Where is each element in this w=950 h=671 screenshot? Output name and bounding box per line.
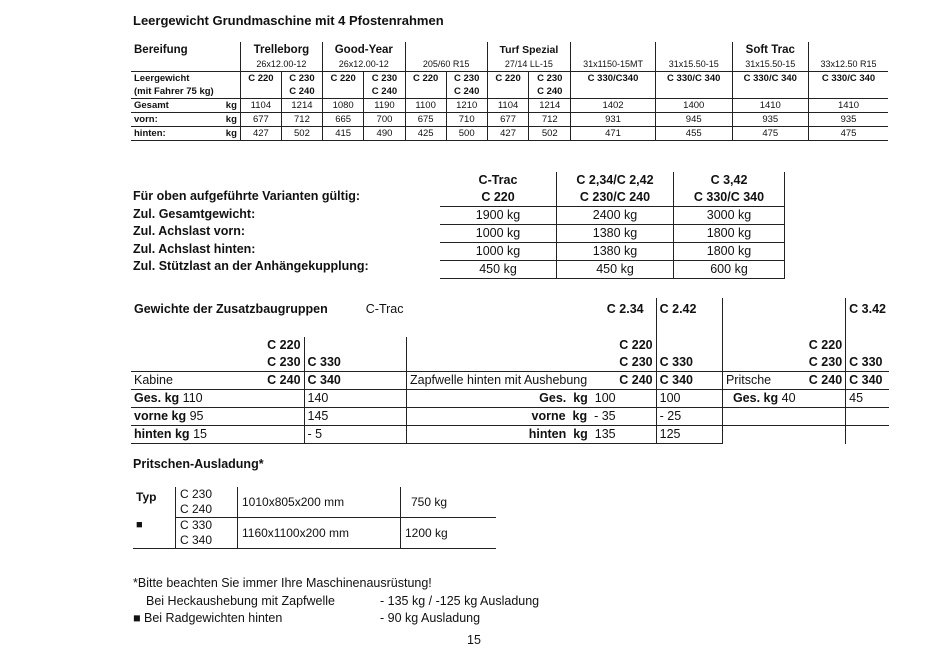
permitted-loads-table <box>440 172 785 279</box>
brand-goodyear: Good-Year <box>322 42 405 58</box>
model-cell: C 240 <box>364 85 405 99</box>
value-cell: 450 kg <box>440 261 557 279</box>
model-cell: C 240 <box>446 85 487 99</box>
value-cell: 1800 kg <box>674 243 785 261</box>
model-label: C 230 <box>131 354 304 372</box>
kg-label: kg <box>171 409 187 423</box>
empty-weight-table <box>131 42 888 141</box>
model-cell: C 240 <box>529 85 571 99</box>
value-cell: 502 <box>529 127 571 141</box>
pritsche-label: Pritsche <box>725 373 772 387</box>
value-cell: 455 <box>655 127 732 141</box>
table-row <box>131 390 889 408</box>
value-cell: 1800 kg <box>674 225 785 243</box>
model-cell: C 230 <box>446 72 487 86</box>
model-cell: C 330/C 340 <box>655 72 732 86</box>
square-marker-icon: ■ <box>133 518 176 549</box>
model-label: C 340 <box>656 372 722 390</box>
table-row <box>440 261 785 279</box>
footnote-value: - 135 kg / -125 kg Ausladung <box>380 594 540 608</box>
value-cell: 1410 <box>809 99 888 113</box>
kg-label: kg <box>573 391 588 405</box>
kg-label: kg <box>573 427 588 441</box>
value-cell: 2400 kg <box>557 207 674 225</box>
table-row <box>440 207 785 225</box>
tire-size: 31x15.50-15 <box>655 58 732 72</box>
value-cell: 1380 kg <box>557 225 674 243</box>
value-cell: 712 <box>281 113 322 127</box>
attachment-weights-table <box>131 298 889 444</box>
kg-label: kg <box>763 391 779 405</box>
ges-label: Ges. <box>539 391 567 405</box>
value-cell: 750 kg <box>401 487 497 518</box>
tire-size: 26x12.00-12 <box>322 58 405 72</box>
value-cell: - 5 <box>304 426 406 444</box>
ges-label: Ges. <box>134 391 162 405</box>
unit-label: kg <box>225 128 237 139</box>
value-cell: 945 <box>655 113 732 127</box>
leergewicht-label: Leergewicht <box>134 73 190 84</box>
footnote-line: ■ Bei Radgewichten hinten <box>133 611 283 625</box>
col-head: C 3,42 <box>674 172 785 189</box>
value-cell: 475 <box>809 127 888 141</box>
ges-label: Ges. <box>732 391 761 405</box>
value-cell: 675 <box>405 113 446 127</box>
section-title: Gewichte der Zusatzbaugruppen <box>134 301 328 316</box>
value-cell: 710 <box>446 113 487 127</box>
value-cell: 100 <box>656 390 722 408</box>
value-cell: 1900 kg <box>440 207 557 225</box>
model-label: C 340 <box>304 372 406 390</box>
value-cell: 500 <box>446 127 487 141</box>
value-cell: 125 <box>656 426 722 444</box>
pritschen-title: Pritschen-Ausladung* <box>133 457 264 471</box>
page-number: 15 <box>467 633 481 647</box>
ctrac-label: C-Trac <box>365 301 404 316</box>
value-cell: 1380 kg <box>557 243 674 261</box>
page-title: Leergewicht Grundmaschine mit 4 Pfostenrahmen <box>133 13 444 28</box>
unit-label: kg <box>225 100 237 111</box>
value-cell: 450 kg <box>557 261 674 279</box>
footnote-value: - 90 kg Ausladung <box>380 611 481 625</box>
value-cell: 425 <box>405 127 446 141</box>
table-row <box>440 243 785 261</box>
hinten-label: hinten <box>528 427 567 441</box>
total-weight-label: Zul. Gesamtgewicht: <box>133 206 256 221</box>
pritschen-table <box>133 487 496 549</box>
row-label: vorn: <box>134 114 158 125</box>
dimension-cell: 1160x1100x200 mm <box>238 518 401 549</box>
table-row <box>131 99 888 113</box>
model-cell: C 230 <box>364 72 405 86</box>
col-head: C 330/C 340 <box>674 189 785 207</box>
brand-soft: Soft Trac <box>732 42 809 58</box>
value-cell: - 35 <box>594 409 616 423</box>
kg-label: kg <box>174 427 190 441</box>
vorne-label: vorne <box>531 409 566 423</box>
value-cell: 140 <box>304 390 406 408</box>
model-label: C 240 <box>619 373 653 387</box>
tire-size: 205/60 R15 <box>405 58 487 72</box>
model-label: C 220 <box>722 337 845 354</box>
value-cell: 15 <box>193 427 207 441</box>
vorne-label: vorne <box>134 409 169 423</box>
rear-axle-label: Zul. Achslast hinten: <box>133 241 256 256</box>
value-cell: 1104 <box>487 99 529 113</box>
model-label: C 230 <box>407 354 657 372</box>
hitch-load-label: Zul. Stützlast an der Anhängekupplung: <box>133 259 369 273</box>
table-row <box>131 408 889 426</box>
value-cell: 1104 <box>240 99 281 113</box>
c234-label: C 2.34 <box>606 301 644 316</box>
value-cell: 471 <box>571 127 656 141</box>
value-cell: 1100 <box>405 99 446 113</box>
table-row <box>440 225 785 243</box>
model-label: C 230 <box>180 487 213 501</box>
row-label: Gesamt <box>134 100 169 111</box>
value-cell: 665 <box>322 113 363 127</box>
model-label: C 240 <box>180 502 213 516</box>
tire-size: 33x12.50 R15 <box>809 58 888 72</box>
value-cell: 475 <box>732 127 809 141</box>
model-label: C 240 <box>267 373 301 387</box>
model-label: C 220 <box>407 337 657 354</box>
value-cell: 712 <box>529 113 571 127</box>
value-cell: 1402 <box>571 99 656 113</box>
kg-label: kg <box>572 409 588 423</box>
row-label: hinten: <box>134 128 166 139</box>
value-cell: 1410 <box>732 99 809 113</box>
value-cell: 45 <box>846 390 889 408</box>
value-cell: 677 <box>487 113 529 127</box>
table-row <box>131 113 888 127</box>
value-cell: 502 <box>281 127 322 141</box>
tire-size: 27/14 LL-15 <box>487 58 570 72</box>
tire-size: 31x1150-15MT <box>571 58 656 72</box>
value-cell: 1214 <box>529 99 571 113</box>
model-label: C 240 <box>808 373 843 387</box>
value-cell: 935 <box>732 113 809 127</box>
model-label: C 220 <box>267 338 301 352</box>
permitted-loads-labels <box>133 188 369 276</box>
tire-size: 31x15.50-15 <box>732 58 809 72</box>
leergewicht-sublabel: (mit Fahrer 75 kg) <box>131 85 240 99</box>
value-cell: 677 <box>240 113 281 127</box>
col-head: C 2,34/C 2,42 <box>557 172 674 189</box>
model-cell: C 220 <box>322 72 363 86</box>
model-label: C 340 <box>180 533 213 547</box>
value-cell: 427 <box>240 127 281 141</box>
table-row <box>131 426 889 444</box>
value-cell: 700 <box>364 113 405 127</box>
value-cell: 40 <box>781 391 796 405</box>
model-cell: C 330/C340 <box>571 72 656 86</box>
value-cell: 931 <box>571 113 656 127</box>
model-cell: C 330/C 340 <box>732 72 809 86</box>
model-cell: C 220 <box>405 72 446 86</box>
model-label: C 330 <box>180 518 213 532</box>
table-row <box>131 127 888 141</box>
typ-label: Typ <box>136 490 157 504</box>
value-cell: 427 <box>487 127 529 141</box>
brand-turf: Turf Spezial <box>487 42 570 58</box>
unit-label: kg <box>225 114 237 125</box>
bereifung-label: Bereifung <box>134 43 188 56</box>
model-cell: C 220 <box>487 72 529 86</box>
kg-label: kg <box>164 391 180 405</box>
model-label: C 330 <box>846 354 889 372</box>
value-cell: 145 <box>304 408 406 426</box>
model-label: C 230 <box>722 354 845 372</box>
value-cell: 1210 <box>446 99 487 113</box>
value-cell: 1190 <box>364 99 405 113</box>
value-cell: 1000 kg <box>440 243 557 261</box>
value-cell: 490 <box>364 127 405 141</box>
value-cell: 600 kg <box>674 261 785 279</box>
value-cell: 110 <box>182 391 203 405</box>
kabine-label: Kabine <box>134 373 173 387</box>
brand-trelleborg: Trelleborg <box>240 42 322 58</box>
model-label: C 330 <box>656 354 722 372</box>
col-head: C 230/C 240 <box>557 189 674 207</box>
model-cell: C 240 <box>281 85 322 99</box>
model-label: C 330 <box>304 354 406 372</box>
value-cell: 1400 <box>655 99 732 113</box>
value-cell: 1200 kg <box>401 518 497 549</box>
value-cell: 3000 kg <box>674 207 785 225</box>
front-axle-label: Zul. Achslast vorn: <box>133 224 246 238</box>
value-cell: 95 <box>189 409 204 423</box>
model-cell: C 330/C 340 <box>809 72 888 86</box>
footnote-line: Bei Heckaushebung mit Zapfwelle <box>146 594 335 608</box>
hinten-label: hinten <box>134 427 172 441</box>
value-cell: 1214 <box>281 99 322 113</box>
value-cell: 100 <box>594 391 616 405</box>
tire-size: 26x12.00-12 <box>240 58 322 72</box>
model-cell: C 230 <box>281 72 322 86</box>
value-cell: 935 <box>809 113 888 127</box>
col-head: C-Trac <box>478 173 518 187</box>
footnote: *Bitte beachten Sie immer Ihre Maschinenausrüstung! <box>133 576 432 590</box>
value-cell: 415 <box>322 127 363 141</box>
model-cell: C 230 <box>529 72 571 86</box>
model-cell: C 220 <box>240 72 281 86</box>
variants-label: Für oben aufgeführte Varianten gültig: <box>133 189 361 203</box>
c242-label: C 2.42 <box>656 298 722 320</box>
value-cell: 135 <box>594 427 616 441</box>
col-head: C 220 <box>440 189 557 207</box>
zapfwelle-label: Zapfwelle hinten mit Aushebung <box>410 373 588 387</box>
value-cell: - 25 <box>656 408 722 426</box>
value-cell: 1000 kg <box>440 225 557 243</box>
model-label: C 340 <box>846 372 889 390</box>
c342-label: C 3.42 <box>846 298 889 320</box>
dimension-cell: 1010x805x200 mm <box>238 487 401 518</box>
value-cell: 1080 <box>322 99 363 113</box>
